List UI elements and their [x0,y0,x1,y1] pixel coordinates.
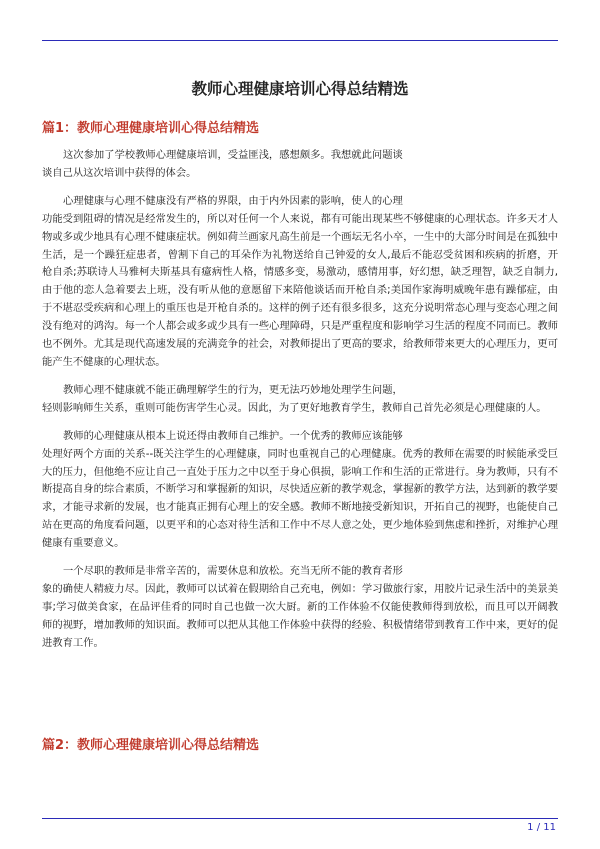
section-2-heading: 篇2：教师心理健康培训心得总结精选 [42,738,260,753]
paragraph-text: 象的确使人精疲力尽。因此，教师可以试着在假期给自己充电，例如：学习做旅行家，用胶片记录生活中的美景美事;学习做美食家，在品评佳肴的同时自己也做一次大厨。新的工作体验不仅能使教师得到放松，而且可以开阔教师的视野，增加教师的知识面。教师可以把从其他工作体验中获得的经验、积极情绪带到教育工作中来，更好的促进教育工作。 [42,582,558,649]
paragraph-lead: 一个尽职的教师是非常辛苦的，需要休息和放松。充当无所不能的教育者形 [63,565,403,578]
paragraph-text: 处理好两个方面的关系--既关注学生的心理健康，同时也重视自己的心理健康。优秀的教师在需要的时候能承受巨大的压力，但他绝不应让自己一直处于压力之中以至于身心俱损，影响工作和生活的正常进行。身为教师，只有不断提高自身的综合素质，不断学习和掌握新的知识，尽快适应新的教学观念，掌握新的教学方法，达到新的教学要求，才能寻求新的发展，也才能真正拥有心理上的安全感。教师不断地接受新知识，开拓自己的视野，也能使自己站在更高的角度看问题，以更平和的心态对待生活和工作中不尽人意之处，更少地体验到焦虑和挫折，对维护心理健康有重要意义。 [42,447,558,550]
paragraph-text: 谈自己从这次培训中获得的体会。 [42,166,197,179]
paragraph-lead: 教师的心理健康从根本上说还得由教师自己维护。一个优秀的教师应该能够 [63,429,403,442]
header-rule [42,40,558,41]
paragraph [42,193,558,372]
paragraph-lead: 心理健康与心理不健康没有严格的界限，由于内外因素的影响，使人的心理 [63,194,403,207]
section-1-heading: 篇1：教师心理健康培训心得总结精选 [42,121,260,136]
paragraph [42,428,558,553]
paragraph-lead: 教师心理不健康就不能正确理解学生的行为，更无法巧妙地处理学生问题， [63,383,403,396]
paragraph-text: 轻则影响师生关系，重则可能伤害学生心灵。因此，为了更好地教育学生，教师自己首先必须是心理健康的人。 [42,401,547,414]
paragraph [42,563,558,653]
footer-rule [42,818,558,819]
paragraph-text: 功能受到阻碍的情况是经常发生的，所以对任何一个人来说，都有可能出现某些不够健康的心理状态。许多天才人物或多或少地具有心理不健康症状。例如荷兰画家凡高生前是一个画坛无名小卒，一生中的大部分时间是在孤独中生活，是一个躁狂症患者，曾割下自己的耳朵作为礼物送给自己钟爱的女人,最后不能忍受贫困和疾病的折磨，开枪自杀;苏联诗人马雅柯夫斯基具有癔病性人格，情感多变，易激动，感情用事，好幻想，缺乏理智，缺乏自制力,由于他的恋人急着要去上班，没有听从他的意愿留下来陪他谈话而开枪自杀;美国作家海明威晚年患有躁郁症，由于不堪忍受疾病和心理上的重压也是开枪自杀的。这样的例子还有很多很多，这充分说明常态心理与变态心理之间没有绝对的鸿沟。每一个人都会或多或少具有一些心理障碍，只是严重程度和影响学习生活的程度不同而已。教师也不例外。尤其是现代高速发展的充满竞争的社会，对教师提出了更高的要求，给教师带来更大的心理压力，更可能产生不健康的心理状态。 [42,212,558,368]
document-title: 教师心理健康培训心得总结精选 [191,80,409,98]
paragraph-lead: 这次参加了学校教师心理健康培训，受益匪浅，感想颇多。我想就此问题谈 [63,149,403,161]
document-body [42,147,558,663]
paragraph [42,382,558,418]
page-number: 1 / 11 [527,822,556,833]
paragraph [42,147,558,183]
